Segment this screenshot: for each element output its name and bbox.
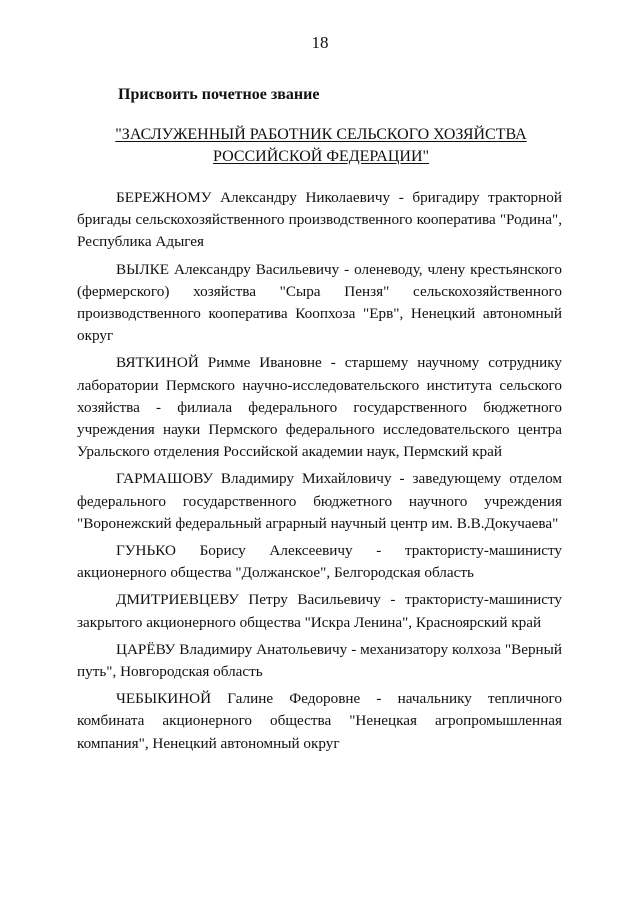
award-entry: ВЫЛКЕ Александру Васильевичу - оленеводу, члену крестьянского (фермерского) хозяйства "Сыра Пензя" сельскохозяйственного производственного кооператива Коопхоза "Ерв", Ненецкий автономный округ [77,260,562,345]
award-entry: ВЯТКИНОЙ Римме Ивановне - старшему научному сотруднику лаборатории Пермского научно-исследовательского института сельского хозяйства - филиала федерального государственного бюджетного учреждения науки Пермского федерального исследовательского центра Уральского отделения Российской академии наук, Пермский край [77,354,562,461]
page-number: 18 [311,33,329,52]
honorary-title-line-2: РОССИЙСКОЙ ФЕДЕРАЦИИ" [212,148,430,165]
award-entry: ДМИТРИЕВЦЕВУ Петру Васильевичу - трактористу-машинисту закрытого акционерного общества "Искра Ленина", Красноярский край [77,591,562,631]
honorary-title-line-1: "ЗАСЛУЖЕННЫЙ РАБОТНИК СЕЛЬСКОГО ХОЗЯЙСТВА [115,126,527,143]
award-entry: БЕРЕЖНОМУ Александру Николаевичу - бригадиру тракторной бригады сельскохозяйственного производственного кооператива "Родина", Республика Адыгея [77,189,562,251]
award-entry: ЧЕБЫКИНОЙ Галине Федоровне - начальнику тепличного комбината акционерного общества "Ненецкая агропромышленная компания", Ненецкий автономный округ [77,690,562,752]
award-entry: ЦАРЁВУ Владимиру Анатольевичу - механизатору колхоза "Верный путь", Новгородская область [77,640,562,681]
award-entry: ГАРМАШОВУ Владимиру Михайловичу - заведующему отделом федерального государственного бюджетного научного учреждения "Воронежский федеральный аграрный научный центр им. В.В.Докучаева" [77,470,562,532]
award-list [77,187,562,760]
honorary-title [70,124,572,168]
award-entry: ГУНЬКО Борису Алексеевичу - трактористу-машинисту акционерного общества "Должанское", Белгородская область [77,542,562,582]
decree-intro: Присвоить почетное звание [118,86,320,103]
